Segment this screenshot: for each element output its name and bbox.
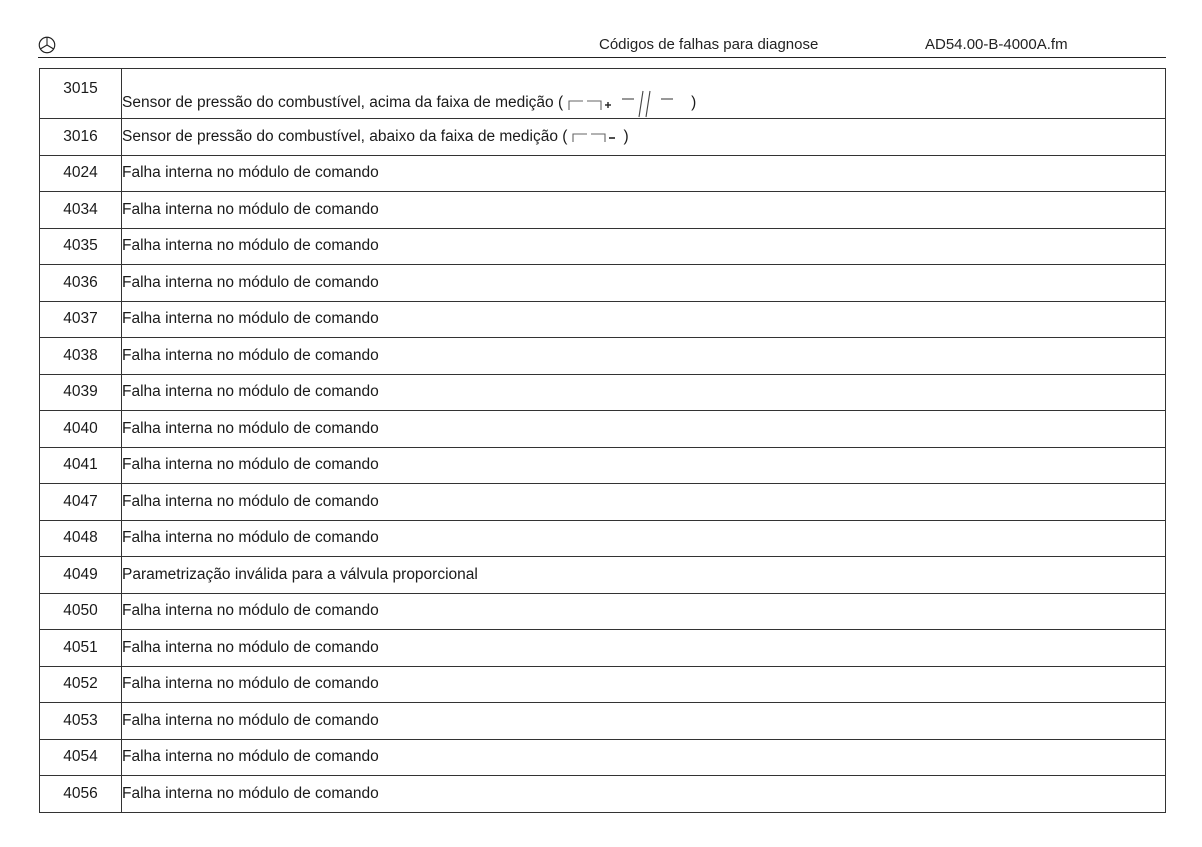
fault-description xyxy=(122,666,1166,703)
fault-description xyxy=(122,338,1166,375)
table-row xyxy=(40,593,1166,630)
fault-description-text: Falha interna no módulo de comando xyxy=(122,529,379,547)
fault-description xyxy=(122,69,1166,119)
table-row xyxy=(40,411,1166,448)
fault-code: 4039 xyxy=(40,374,122,411)
fault-description-text: Falha interna no módulo de comando xyxy=(122,164,379,182)
table-row xyxy=(40,484,1166,521)
fault-description-text: Falha interna no módulo de comando xyxy=(122,638,379,656)
table-row xyxy=(40,265,1166,302)
closing-parenthesis: ) xyxy=(623,127,629,145)
fault-description-text: Falha interna no módulo de comando xyxy=(122,383,379,401)
plus-open-circuit-icon xyxy=(563,88,691,118)
fault-code: 4052 xyxy=(40,666,122,703)
fault-description-text: Falha interna no módulo de comando xyxy=(122,419,379,437)
fault-code: 4035 xyxy=(40,228,122,265)
table-row xyxy=(40,520,1166,557)
fault-description-text: Sensor de pressão do combustível, abaixo da faixa de medição ( xyxy=(122,127,568,145)
fault-description xyxy=(122,776,1166,813)
page-header xyxy=(38,34,1166,58)
fault-description xyxy=(122,630,1166,667)
fault-description-text: Falha interna no módulo de comando xyxy=(122,602,379,620)
fault-code: 3015 xyxy=(40,69,122,119)
fault-code: 4038 xyxy=(40,338,122,375)
table-row xyxy=(40,666,1166,703)
fault-description xyxy=(122,703,1166,740)
fault-description xyxy=(122,520,1166,557)
fault-description xyxy=(122,155,1166,192)
table-row xyxy=(40,338,1166,375)
table-row xyxy=(40,228,1166,265)
fault-description-text: Sensor de pressão do combustível, acima da faixa de medição ( xyxy=(122,94,564,112)
table-row xyxy=(40,374,1166,411)
table-row xyxy=(40,447,1166,484)
table-row xyxy=(40,703,1166,740)
fault-description xyxy=(122,593,1166,630)
fault-code: 4037 xyxy=(40,301,122,338)
fault-description xyxy=(122,484,1166,521)
closing-parenthesis: ) xyxy=(691,94,697,112)
fault-code: 4050 xyxy=(40,593,122,630)
fault-description-text: Falha interna no módulo de comando xyxy=(122,675,379,693)
fault-description-text: Parametrização inválida para a válvula proporcional xyxy=(122,565,478,583)
minus-connector-icon xyxy=(567,129,623,145)
fault-description xyxy=(122,228,1166,265)
table-row xyxy=(40,557,1166,594)
fault-description-text: Falha interna no módulo de comando xyxy=(122,456,379,474)
table-row xyxy=(40,155,1166,192)
fault-description xyxy=(122,265,1166,302)
table-row xyxy=(40,119,1166,156)
fault-description-text: Falha interna no módulo de comando xyxy=(122,784,379,802)
fault-description-text: Falha interna no módulo de comando xyxy=(122,492,379,510)
fault-description xyxy=(122,447,1166,484)
fault-description xyxy=(122,119,1166,156)
document-title: Códigos de falhas para diagnose xyxy=(599,36,819,53)
table-row xyxy=(40,739,1166,776)
fault-description-text: Falha interna no módulo de comando xyxy=(122,310,379,328)
document-filename: AD54.00-B-4000A.fm xyxy=(925,36,1068,53)
fault-codes-table xyxy=(39,68,1166,813)
fault-code: 4053 xyxy=(40,703,122,740)
table-row xyxy=(40,301,1166,338)
fault-description-text: Falha interna no módulo de comando xyxy=(122,200,379,218)
fault-code: 4034 xyxy=(40,192,122,229)
fault-code: 4051 xyxy=(40,630,122,667)
mercedes-star-icon xyxy=(38,36,56,54)
table-row xyxy=(40,192,1166,229)
fault-code: 4054 xyxy=(40,739,122,776)
fault-code: 4049 xyxy=(40,557,122,594)
fault-code: 3016 xyxy=(40,119,122,156)
fault-code: 4036 xyxy=(40,265,122,302)
table-row xyxy=(40,69,1166,119)
fault-code: 4056 xyxy=(40,776,122,813)
fault-code: 4048 xyxy=(40,520,122,557)
fault-description-text: Falha interna no módulo de comando xyxy=(122,711,379,729)
fault-description-text: Falha interna no módulo de comando xyxy=(122,273,379,291)
fault-description xyxy=(122,301,1166,338)
table-row xyxy=(40,776,1166,813)
fault-code: 4024 xyxy=(40,155,122,192)
fault-code: 4047 xyxy=(40,484,122,521)
fault-description-text: Falha interna no módulo de comando xyxy=(122,346,379,364)
fault-description xyxy=(122,411,1166,448)
fault-description xyxy=(122,557,1166,594)
fault-code: 4041 xyxy=(40,447,122,484)
fault-code: 4040 xyxy=(40,411,122,448)
table-row xyxy=(40,630,1166,667)
fault-description xyxy=(122,374,1166,411)
fault-description-text: Falha interna no módulo de comando xyxy=(122,748,379,766)
fault-description xyxy=(122,739,1166,776)
fault-description xyxy=(122,192,1166,229)
fault-description-text: Falha interna no módulo de comando xyxy=(122,237,379,255)
